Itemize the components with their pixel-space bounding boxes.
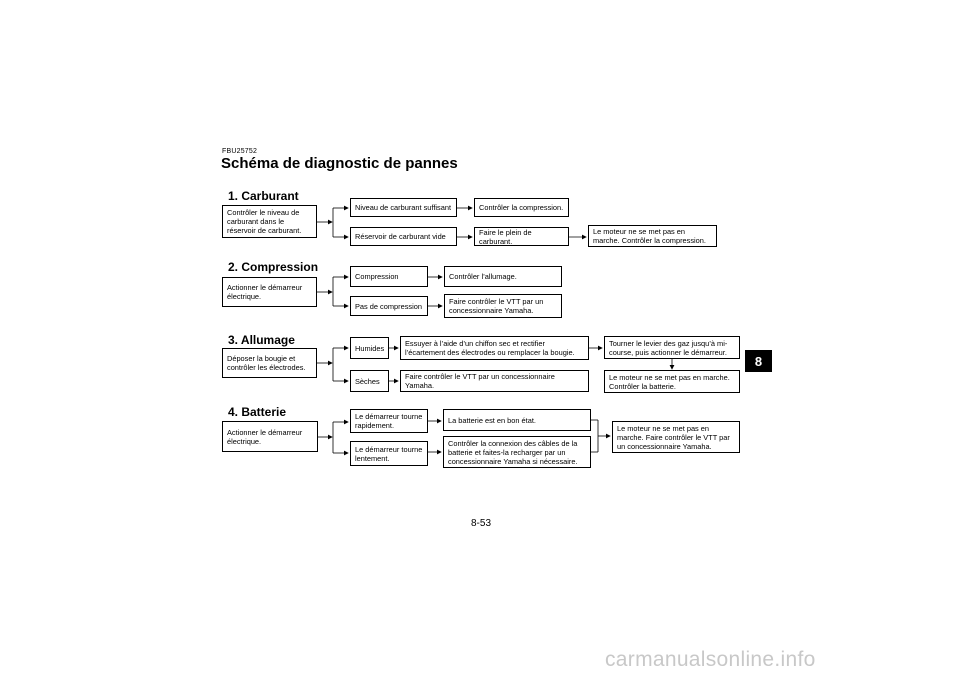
section-heading-batterie: 4. Batterie [228,405,287,419]
chapter-tab: 8 [745,350,772,372]
watermark: carmanualsonline.info [605,648,816,671]
batterie-start-box: Actionner le démarreur électrique. [222,421,318,452]
allumage-branch2-result-box: Faire contrôler le VTT par un concessionnaire Yamaha. [400,370,589,392]
batterie-final-box: Le moteur ne se met pas en marche. Faire contrôler le VTT par un concessionnaire Yamaha. [612,421,740,453]
compression-start-box: Actionner le démarreur électrique. [222,277,317,307]
carburant-branch2-box: Réservoir de carburant vide [350,227,457,246]
section-heading-compression: 2. Compression [228,260,319,274]
batterie-branch1-result-box: La batterie est en bon état. [443,409,591,431]
compression-branch1-result-box: Contrôler l’allumage. [444,266,562,287]
doc-code: FBU25752 [222,148,258,155]
batterie-branch1-box: Le démarreur tourne rapidement. [350,409,428,433]
section-heading-carburant: 1. Carburant [228,189,299,203]
batterie-branch2-result-box: Contrôler la connexion des câbles de la batterie et faites-la recharger par un concessionnaire Yamaha si nécessaire. [443,436,591,468]
page-number: 8-53 [471,518,492,529]
compression-branch2-box: Pas de compression [350,296,428,316]
carburant-branch1-result-box: Contrôler la compression. [474,198,569,217]
carburant-branch2-action-box: Faire le plein de carburant. [474,227,569,246]
allumage-branch1-box: Humides [350,337,389,359]
carburant-branch2-result-box: Le moteur ne se met pas en marche. Contrôler la compression. [588,225,717,247]
allumage-branch2-box: Sèches [350,370,389,392]
batterie-branch2-box: Le démarreur tourne lentement. [350,441,428,466]
section-heading-allumage: 3. Allumage [228,333,295,347]
allumage-branch1-action-box: Essuyer à l’aide d’un chiffon sec et rectifier l’écartement des électrodes ou remplacer la bougie. [400,336,589,360]
compression-branch1-box: Compression [350,266,428,287]
carburant-start-box: Contrôler le niveau de carburant dans le réservoir de carburant. [222,205,317,238]
compression-branch2-result-box: Faire contrôler le VTT par un concessionnaire Yamaha. [444,294,562,318]
allumage-branch1-final-box: Le moteur ne se met pas en marche. Contrôler la batterie. [604,370,740,393]
allumage-start-box: Déposer la bougie et contrôler les électrodes. [222,348,317,378]
page-title: Schéma de diagnostic de pannes [221,155,458,172]
carburant-branch1-box: Niveau de carburant suffisant [350,198,457,217]
allumage-branch1-result-box: Tourner le levier des gaz jusqu’à mi-course, puis actionner le démarreur. [604,336,740,359]
